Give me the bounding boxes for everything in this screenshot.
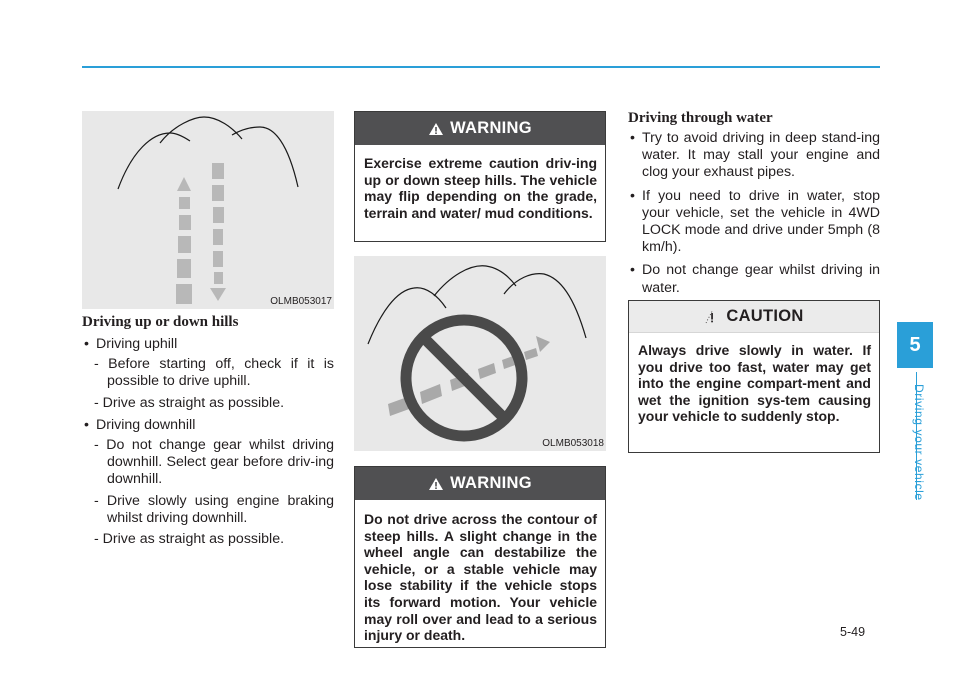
section-label: Driving your vehicle [912, 384, 926, 501]
caution-header [629, 301, 879, 333]
hills-heading: Driving up or down hills [82, 314, 239, 330]
warning-box [354, 466, 606, 648]
caution-triangle-icon [704, 310, 720, 324]
caution-box [628, 300, 880, 453]
list-item: - Do not change gear whilst driving downhill. Select gear before driv-ing downhill. [94, 437, 334, 488]
across-hill-illustration [354, 256, 606, 451]
downhill-label: Driving downhill [96, 416, 196, 433]
section-tab: 5 [897, 322, 933, 368]
list-item: • Try to avoid driving in deep stand-ing water. It may stall your engine and clog your exhaust pipes. [628, 130, 880, 182]
warning-text: Exercise extreme caution driv-ing up or down steep hills. The vehicle may flip depending on the grade, terrain and water/ mud conditions. [364, 155, 597, 221]
top-rule [82, 66, 880, 68]
list-item: • If you need to drive in water, stop your vehicle, set the vehicle in 4WD LOCK mode and drive under 5mph (8 km/h). [628, 188, 880, 257]
caution-text: Always drive slowly in water. If you drive too fast, water may get into the engine compart-ment and wet the ignition sys-tem causing your vehicle to suddenly stop. [638, 342, 871, 425]
water-heading: Driving through water [628, 110, 773, 126]
uphill-figure [82, 111, 334, 309]
uphill-illustration [82, 111, 334, 309]
warning-header [355, 467, 605, 500]
figure-code: OLMB053017 [270, 296, 332, 307]
figure-code: OLMB053018 [542, 438, 604, 449]
warning-triangle-icon [428, 122, 444, 136]
warning-box [354, 111, 606, 242]
list-item: - Drive as straight as possible. [94, 394, 285, 411]
uphill-label: Driving uphill [96, 336, 178, 352]
list-item [82, 336, 334, 353]
water-body [628, 130, 880, 303]
caution-title: CAUTION [726, 307, 804, 325]
list-item: - Before starting off, check if it is possible to drive uphill. [94, 356, 334, 390]
list-item: - Drive slowly using engine braking whilst driving downhill. [94, 492, 334, 526]
warning-text: Do not drive across the contour of steep hills. A slight change in the wheel angle can destabilize the vehicle, or a stable vehicle may lose stability if the vehicle stops its forward motion. Your vehicle may roll over and lead to a serious injury or death. [364, 511, 597, 644]
warning-triangle-icon [428, 477, 444, 491]
warning-header [355, 112, 605, 145]
list-item [82, 417, 334, 434]
page-number: 5-49 [840, 625, 866, 639]
warning-title: WARNING [450, 119, 532, 137]
hills-body [82, 336, 334, 552]
warning-title: WARNING [450, 474, 532, 492]
list-item: - Drive as straight as possible. [94, 531, 285, 548]
list-item: • Do not change gear whilst driving in water. [628, 262, 880, 296]
across-hill-figure [354, 256, 606, 451]
